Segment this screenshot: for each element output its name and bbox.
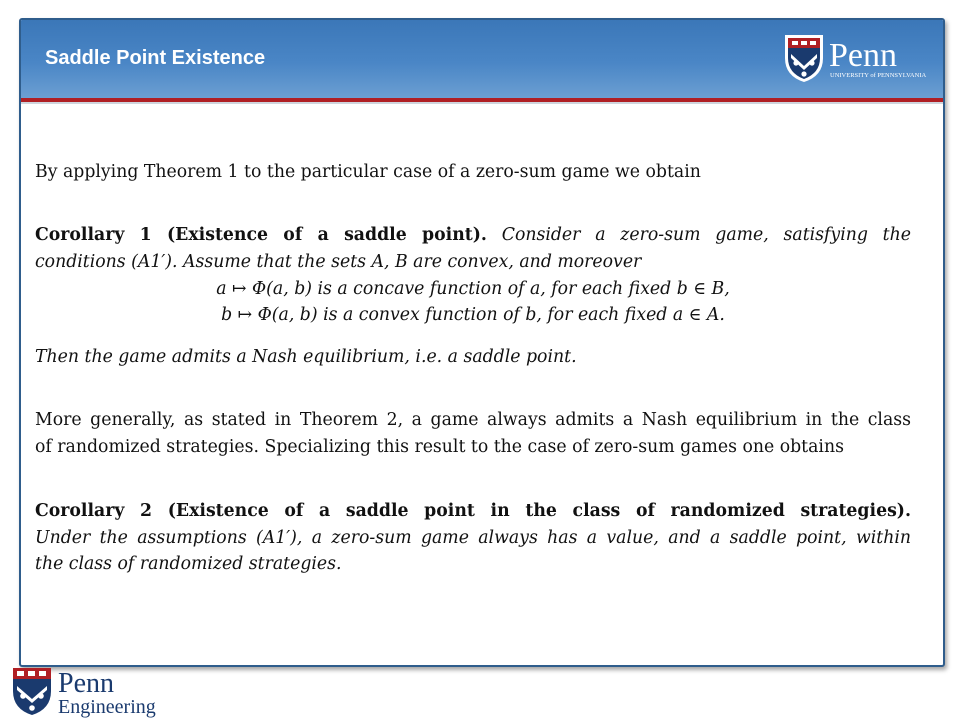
- corollary1-line1-text: Consider a zero-sum game, satisfying the: [501, 225, 911, 245]
- slide-frame: [19, 18, 945, 667]
- general-paragraph-line1: More generally, as stated in Theorem 2, a game always admits a Nash equilibrium in the class: [35, 410, 911, 430]
- corollary2-line1: Under the assumptions (A1′), a zero-sum game always has a value, and a saddle point, within: [35, 528, 911, 548]
- slide-header: [21, 20, 943, 98]
- corollary1-line2: conditions (A1′). Assume that the sets A, B are convex, and moreover: [35, 252, 642, 272]
- svg-text:Penn: Penn: [829, 37, 897, 74]
- corollary1-condition-concave: a ↦ Φ(a, b) is a concave function of a, for each fixed b ∈ B,: [216, 279, 730, 299]
- svg-text:Penn: Penn: [58, 668, 114, 699]
- penn-engineering-logo-icon: [11, 666, 161, 718]
- header-gray-rule: [21, 102, 943, 104]
- slide-title: Saddle Point Existence: [45, 47, 266, 69]
- corollary1-conclusion: Then the game admits a Nash equilibrium, i.e. a saddle point.: [35, 347, 577, 367]
- svg-text:Engineering: Engineering: [58, 696, 156, 718]
- general-paragraph-line2: of randomized strategies. Specializing this result to the case of zero-sum games one obtains: [35, 437, 844, 457]
- corollary1-condition-convex: b ↦ Φ(a, b) is a convex function of b, for each fixed a ∈ A.: [221, 305, 725, 325]
- corollary1-line1: [35, 225, 911, 245]
- corollary2-line2: the class of randomized strategies.: [35, 554, 342, 574]
- penn-shield-logo-icon: [781, 32, 929, 84]
- svg-text:UNIVERSITY of PENNSYLVANIA: UNIVERSITY of PENNSYLVANIA: [830, 72, 927, 79]
- intro-paragraph: By applying Theorem 1 to the particular case of a zero-sum game we obtain: [35, 162, 701, 182]
- corollary1-heading: Corollary 1 (Existence of a saddle point).: [35, 225, 487, 245]
- corollary2-heading: Corollary 2 (Existence of a saddle point in the class of randomized strategies).: [35, 501, 911, 521]
